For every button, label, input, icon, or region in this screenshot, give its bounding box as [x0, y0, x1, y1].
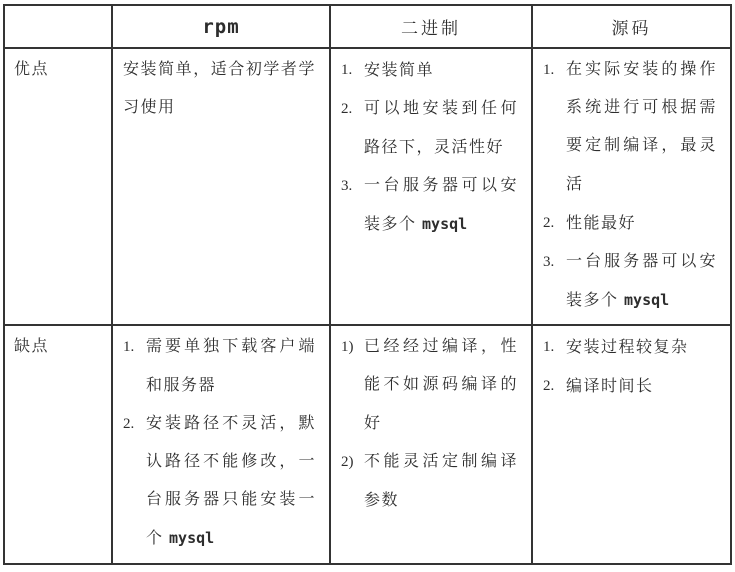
list-text — [364, 51, 531, 90]
list-text-cjk: 已经经过编译，性能不如源码编译的好 — [364, 338, 518, 432]
list-marker: 1. — [543, 339, 555, 355]
list-marker: 2. — [341, 101, 353, 117]
list-item — [533, 204, 730, 243]
cell-advantages-rpm — [112, 48, 330, 325]
inline-code: mysql — [422, 215, 468, 233]
list-text — [364, 167, 531, 244]
list-text-cjk: 一台服务器可以安装多个 — [566, 253, 717, 309]
header-binary: 二进制 — [330, 5, 532, 48]
list-item — [533, 243, 730, 320]
list-text — [364, 328, 531, 443]
list-marker: 1. — [123, 339, 135, 355]
list-marker: 1) — [341, 339, 354, 355]
list-marker: 2) — [341, 454, 354, 470]
list-item — [113, 405, 329, 558]
list-item — [533, 367, 730, 406]
cell-disadvantages-rpm — [112, 325, 330, 564]
list-text-cjk: 在实际安装的操作系统进行可根据需要定制编译，最灵活 — [566, 61, 717, 193]
row-label-advantages: 优点 — [4, 48, 112, 325]
list-item — [113, 328, 329, 405]
list-text-cjk: 可以地安装到任何路径下，灵活性好 — [364, 100, 518, 156]
list-text — [566, 204, 730, 243]
list-item — [331, 167, 531, 244]
list-text-cjk: 不能灵活定制编译参数 — [364, 453, 518, 509]
list-marker: 3. — [543, 254, 555, 270]
list-text — [566, 51, 730, 204]
advantages-rpm-text: 安装简单，适合初学者学习使用 — [123, 61, 316, 116]
list-marker: 1. — [341, 62, 353, 78]
list-item — [331, 51, 531, 90]
header-empty-cell — [4, 5, 112, 48]
list-text — [146, 405, 329, 558]
list-item — [533, 51, 730, 204]
list-marker: 2. — [543, 215, 555, 231]
cell-disadvantages-source — [532, 325, 731, 564]
cell-advantages-source — [532, 48, 731, 325]
list-text-cjk: 安装简单 — [364, 62, 435, 79]
list-text — [566, 367, 730, 406]
inline-code: mysql — [624, 291, 670, 309]
list-marker: 2. — [543, 378, 555, 394]
list-text — [566, 328, 730, 367]
list-item — [331, 90, 531, 167]
disadvantages-row — [4, 325, 731, 564]
list-item — [331, 328, 531, 443]
list-text — [146, 328, 329, 405]
advantages-row — [4, 48, 731, 325]
inline-code: mysql — [169, 529, 215, 547]
list-item — [331, 443, 531, 520]
list-text — [364, 443, 531, 520]
row-label-disadvantages: 缺点 — [4, 325, 112, 564]
cell-advantages-binary — [330, 48, 532, 325]
cell-disadvantages-binary — [330, 325, 532, 564]
list-text-cjk: 性能最好 — [566, 215, 637, 232]
list-text-cjk: 安装过程较复杂 — [566, 339, 689, 356]
list-marker: 1. — [543, 62, 555, 78]
list-text-cjk: 编译时间长 — [566, 378, 654, 395]
list-text-cjk: 需要单独下载客户端和服务器 — [146, 338, 316, 394]
mysql-install-comparison-table — [3, 4, 732, 565]
list-text-cjk: 一台服务器可以安装多个 — [364, 177, 518, 233]
list-text — [364, 90, 531, 167]
header-row — [4, 5, 731, 48]
header-source: 源码 — [532, 5, 731, 48]
list-marker: 2. — [123, 416, 135, 432]
list-item — [533, 328, 730, 367]
header-rpm: rpm — [112, 5, 330, 48]
list-text — [566, 243, 730, 320]
list-text-cjk: 安装路径不灵活，默认路径不能修改，一台服务器只能安装一个 — [146, 415, 316, 547]
list-marker: 3. — [341, 178, 353, 194]
